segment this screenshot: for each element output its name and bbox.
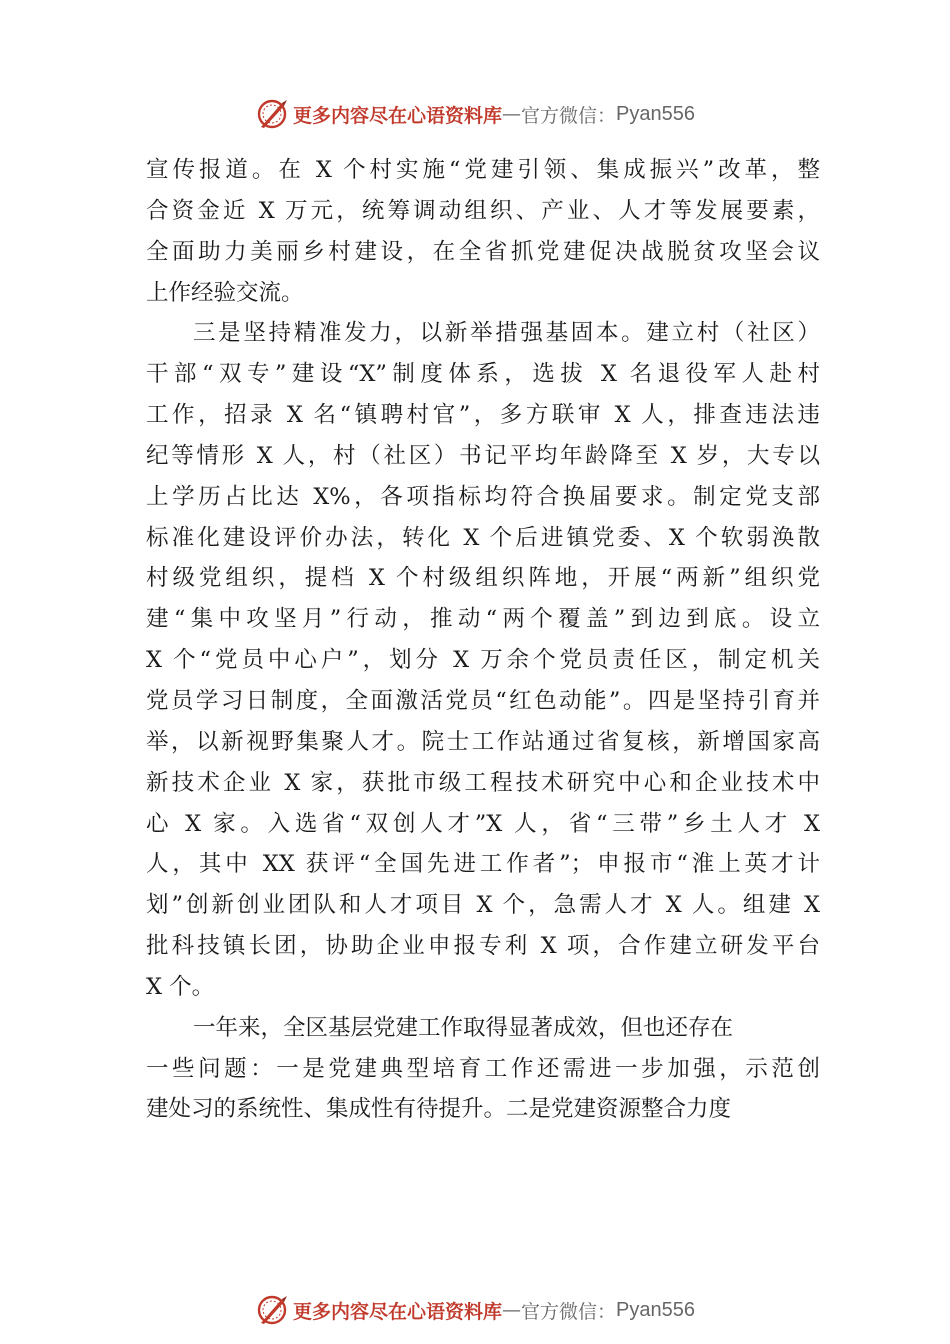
text-line: 上作经验交流。 bbox=[146, 279, 304, 306]
text-line: 党员学习日制度，全面激活党员“红色动能”。四是坚持引育并 bbox=[146, 687, 820, 714]
text-line: 标准化建设评价办法，转化 X 个后进镇党委、X 个软弱涣散 bbox=[146, 524, 820, 551]
text-line: 划”创新创业团队和人才项目 X 个，急需人才 X 人。组建 X bbox=[146, 892, 820, 919]
text-line: 工作，招录 X 名“镇聘村官”，多方联审 X 人，排查违法违 bbox=[146, 402, 820, 429]
document-body bbox=[146, 150, 820, 1130]
text-line: 举，以新视野集聚人才。院士工作站通过省复核，新增国家高 bbox=[146, 728, 820, 755]
footer-watermark bbox=[0, 1290, 950, 1330]
text-line: 宣传报道。在 X 个村实施“党建引领、集成振兴”改革，整 bbox=[146, 157, 820, 183]
text-line: 纪等情形 X 人，村（社区）书记平均年龄降至 X 岁，大专以 bbox=[146, 442, 820, 469]
watermark-site-text: 更多内容尽在心语资料库 bbox=[293, 104, 503, 127]
text-line: X 个“党员中心户”，划分 X 万余个党员责任区，制定机关 bbox=[146, 647, 820, 674]
watermark-wechat-label: 官方微信： bbox=[521, 1300, 617, 1323]
quill-seal-icon bbox=[255, 97, 289, 131]
text-line: 批科技镇长团，协助企业申报专利 X 项，合作建立研发平台 bbox=[146, 933, 820, 960]
text-line: 全面助力美丽乡村建设，在全省抓党建促决战脱贫攻坚会议 bbox=[146, 238, 820, 265]
watermark-wechat-id: Pyan556 bbox=[616, 102, 695, 125]
watermark-dash: — bbox=[502, 103, 522, 125]
text-line: 村级党组织，提档 X 个村级组织阵地，开展“两新”组织党 bbox=[146, 565, 820, 592]
header-watermark bbox=[0, 94, 950, 134]
watermark-wechat-id: Pyan556 bbox=[616, 1298, 695, 1321]
text-line: 人，其中 XX 获评“全国先进工作者”；申报市“淮上英才计 bbox=[146, 851, 820, 878]
text-line: 干部“双专”建设“X”制度体系，选拔 X 名退役军人赴村 bbox=[146, 361, 820, 388]
watermark-dash: — bbox=[502, 1299, 522, 1321]
watermark-wechat-label: 官方微信： bbox=[521, 104, 617, 127]
watermark-site-text: 更多内容尽在心语资料库 bbox=[293, 1300, 503, 1323]
text-line: 一些问题：一是党建典型培育工作还需进一步加强，示范创 bbox=[146, 1055, 820, 1082]
text-line: 心 X 家。入选省“双创人才”X 人，省“三带”乡土人才 X bbox=[146, 810, 820, 837]
text-line: 建处习的系统性、集成性有待提升。二是党建资源整合力度 bbox=[146, 1096, 732, 1123]
paragraph-start-line: 三是坚持精准发力，以新举措强基固本。建立村（社区） bbox=[193, 320, 820, 347]
text-line: 合资金近 X 万元，统筹调动组织、产业、人才等发展要素， bbox=[146, 197, 820, 224]
text-line: 上学历占比达 X%，各项指标均符合换届要求。制定党支部 bbox=[146, 483, 820, 510]
quill-seal-icon bbox=[255, 1293, 289, 1327]
text-line: 建“集中攻坚月”行动，推动“两个覆盖”到边到底。设立 bbox=[146, 606, 820, 633]
text-line: 新技术企业 X 家，获批市级工程技术研究中心和企业技术中 bbox=[146, 769, 820, 796]
paragraph-start-line: 一年来，全区基层党建工作取得显著成效，但也还存在 bbox=[193, 1014, 734, 1041]
text-line: X 个。 bbox=[146, 973, 215, 1000]
